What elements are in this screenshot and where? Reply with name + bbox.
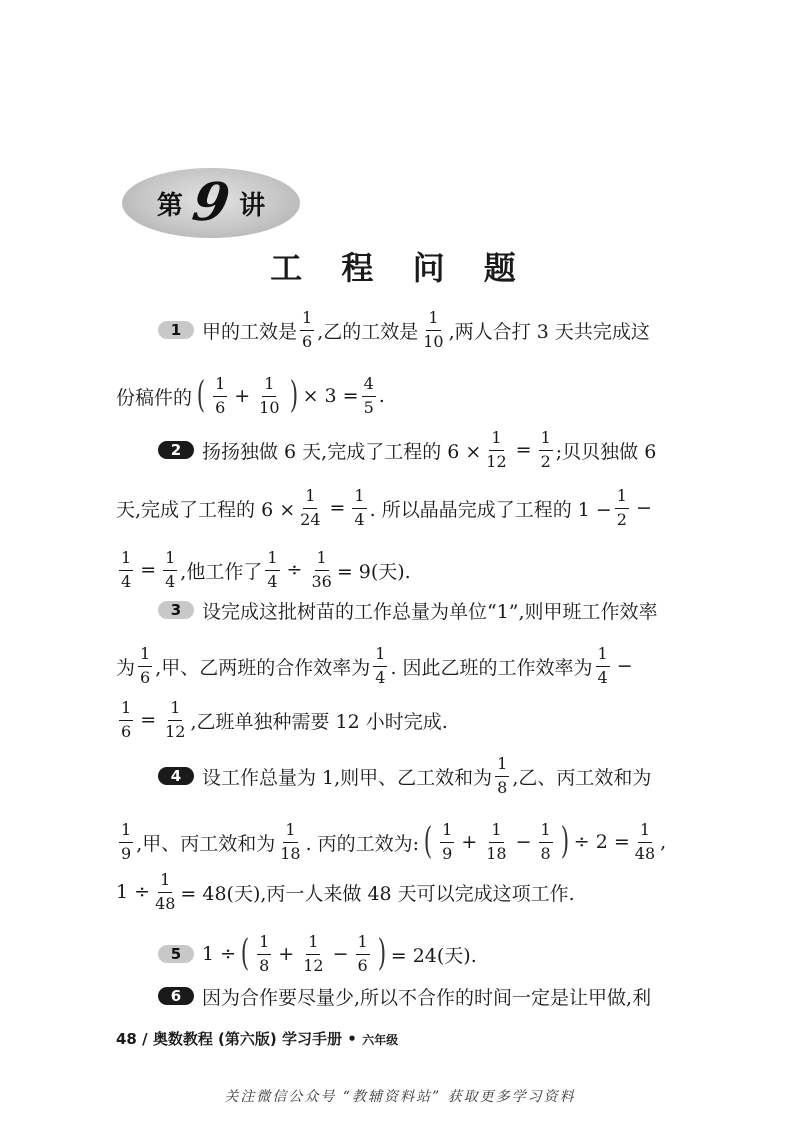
paren-close: ) [377,933,386,974]
operator: − [515,831,532,853]
footer-slash: / [142,1030,148,1048]
problem-4-line-1 [158,746,651,806]
text: × 3 = [302,385,359,407]
problem-4-line-3 [116,862,575,922]
fraction: $\frac{1}{4}$ [375,644,386,687]
text: 天,完成了工程的 6 × [116,498,296,521]
operator: ÷ [286,559,303,581]
text: 1 ÷ [202,943,237,965]
operator: + [234,385,251,407]
problem-2-line-1 [158,420,656,480]
operator: + [461,831,478,853]
text: 份稿件的 [116,386,193,409]
text: 设完成这批树苗的工作总量为单位“1”,则甲班工作效率 [202,600,658,623]
text: = 48(天),丙一人来做 48 天可以完成这项工作. [180,882,575,905]
grade-label: 六年级 [362,1033,399,1047]
fraction: $\frac{4}{5}$ [363,374,374,417]
lecture-badge [122,168,300,238]
text: ,甲、乙两班的合作效率为 [155,656,371,679]
fraction: $\frac{1}{9}$ [442,820,453,863]
fraction: $\frac{1}{4}$ [597,644,608,687]
problem-6-badge: 6 [158,987,194,1005]
fraction: $\frac{1}{4}$ [354,486,365,529]
fraction: $\frac{1}{48}$ [155,870,176,913]
text: . [378,385,385,407]
fraction: $\frac{1}{24}$ [300,486,321,529]
paren-open: ( [196,375,206,416]
fraction: $\frac{1}{36}$ [311,548,332,591]
footer-dot: • [347,1030,357,1048]
fraction: $\frac{1}{18}$ [280,820,301,863]
text: . 丙的工效为: [305,832,420,855]
operator: + [278,943,295,965]
problem-5-badge: 5 [158,945,194,963]
fraction: $\frac{1}{6}$ [357,932,368,975]
book-title: 奥数教程 (第六版) 学习手册 [152,1030,342,1048]
text: ;贝贝独做 6 [555,440,657,463]
paren-open: ( [240,933,250,974]
problem-3-line-2 [116,636,637,696]
text: ,他工作了 [180,560,263,583]
paren-open: ( [423,821,433,862]
text: . 因此乙班的工作效率为 [390,656,593,679]
problem-1-line-1 [158,300,650,360]
fraction: $\frac{1}{12}$ [165,698,186,741]
text: = 24(天). [390,944,477,967]
fraction: $\frac{1}{6}$ [215,374,226,417]
fraction: $\frac{1}{8}$ [497,754,508,797]
text: 因为合作要尽量少,所以不合作的时间一定是让甲做,利 [202,986,652,1009]
fraction: $\frac{1}{4}$ [267,548,278,591]
paren-close: ) [560,821,569,862]
fraction: $\frac{1}{8}$ [540,820,551,863]
text: ,两人合打 3 天共完成这 [448,320,650,343]
text: 为 [116,656,136,679]
lecture-suffix: 讲 [239,190,266,221]
problem-1-line-2 [116,366,385,426]
text: ,乙的工效是 [317,320,419,343]
operator: − [635,497,652,519]
fraction: $\frac{1}{12}$ [486,428,507,471]
operator: = [515,439,532,461]
page-number: 48 [116,1030,137,1048]
problem-3-badge: 3 [158,601,194,619]
fraction: $\frac{1}{2}$ [540,428,551,471]
text: = 9(天). [336,560,411,583]
fraction: $\frac{1}{2}$ [616,486,627,529]
fraction: $\frac{1}{6}$ [302,308,313,351]
problem-3-line-3 [116,690,448,750]
text: 1 ÷ [116,881,151,903]
fraction: $\frac{1}{8}$ [259,932,270,975]
fraction: $\frac{1}{10}$ [259,374,280,417]
problem-4-badge: 4 [158,767,194,785]
text: ÷ 2 = [573,831,630,853]
problem-2-line-2 [116,478,656,538]
fraction: $\frac{1}{12}$ [303,932,324,975]
page-title: 工 程 问 题 [270,249,530,287]
problem-3-line-1 [158,580,658,640]
fraction: $\frac{1}{4}$ [165,548,176,591]
text: ,乙班单独种需要 12 小时完成. [190,710,448,733]
text: 扬扬独做 6 天,完成了工程的 6 × [202,440,482,463]
text: . 所以晶晶完成了工程的 1 − [369,498,612,521]
fraction: $\frac{1}{6}$ [121,698,132,741]
problem-1-badge: 1 [158,321,194,339]
lecture-prefix: 第 [156,190,183,221]
text: ,甲、丙工效和为 [136,832,276,855]
paren-close: ) [289,375,298,416]
text: 设工作总量为 1,则甲、乙工效和为 [202,766,493,789]
operator: = [140,559,157,581]
fraction: $\frac{1}{18}$ [486,820,507,863]
fraction: $\frac{1}{48}$ [634,820,656,863]
operator: = [140,709,157,731]
text: 甲的工效是 [202,320,298,343]
fraction: $\frac{1}{10}$ [423,308,444,351]
problem-2-badge: 2 [158,441,194,459]
problem-6-line-1 [158,966,651,1026]
page-footer [116,1028,398,1049]
text: , [660,831,667,853]
fraction: $\frac{1}{4}$ [121,548,132,591]
operator: − [332,943,349,965]
lecture-number: 9 [188,172,234,233]
text: ,乙、丙工效和为 [512,766,652,789]
operator: − [616,655,633,677]
fraction: $\frac{1}{9}$ [121,820,132,863]
fraction: $\frac{1}{6}$ [140,644,151,687]
operator: = [329,497,346,519]
watermark: 关注微信公众号 “教辅资料站” 获取更多学习资料 [224,1089,576,1105]
